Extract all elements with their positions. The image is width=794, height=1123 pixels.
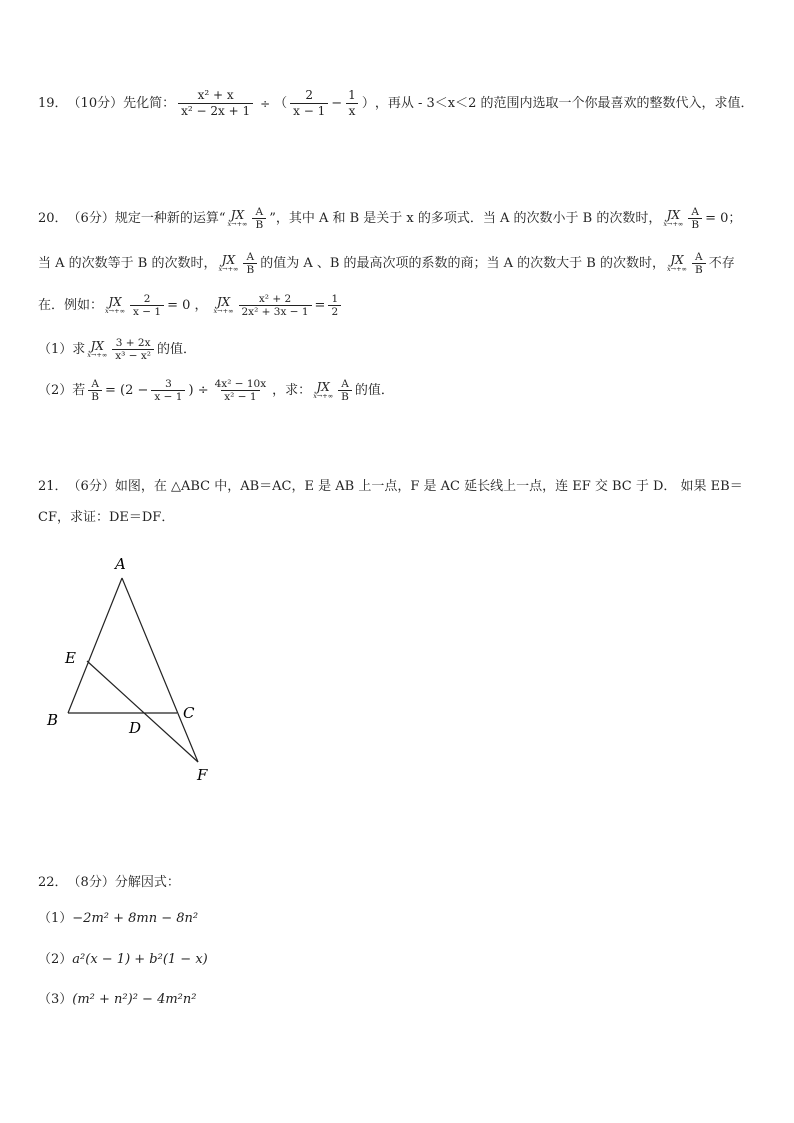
jx-limit-operator: JX x→+∞ [667, 253, 687, 273]
one-half-fraction: $\frac{1}{2}$ [328, 293, 341, 318]
q20-number: 20． [38, 210, 68, 226]
fraction-a-over-b: $\frac{A}{B}$ [692, 251, 706, 276]
q20-part-2-fraction-1: $\frac{3}{x - 1}$ [151, 378, 185, 403]
label-E: E [65, 649, 76, 667]
q20-part-2-label: （2）若 [38, 382, 86, 398]
question-20-line-2 [38, 251, 764, 276]
q20-part-2-tail: 的值． [354, 382, 394, 398]
q22-part-1-label: （1） [38, 911, 73, 926]
q20-score: （6分） [67, 210, 115, 226]
q19-score: （10分） [67, 95, 124, 111]
divide-sign: ÷ [260, 96, 271, 111]
q19-fraction-2: $\frac{2}{x - 1}$ [290, 88, 328, 119]
fraction-a-over-b: $\frac{A}{B}$ [338, 378, 352, 403]
q20-part-2-eq: = (2 − [105, 382, 149, 398]
q22-number: 22． [38, 875, 68, 890]
label-D: D [129, 719, 142, 737]
q20-text-c: 当 A 的次数等于 B 的次数时， [38, 255, 217, 271]
q22-part-2-label: （2） [38, 952, 73, 967]
q20-text-a: 规定一种新的运算“ [114, 210, 226, 226]
equals-sign: = [314, 297, 326, 313]
q19-tail: ，再从 - 3＜x＜2 的范围内选取一个你最喜欢的整数代入，求值． [374, 95, 754, 111]
example-1-result: = 0 ， [167, 297, 208, 313]
q19-lead: 先化简： [123, 95, 176, 111]
example-1-fraction: $\frac{2}{x - 1}$ [130, 293, 164, 318]
q19-fraction-1: $\frac{\text{x² + x}}{\text{x² − 2x + 1}}$ [178, 88, 253, 119]
q20-part-1-label: （1）求 [38, 341, 86, 357]
jx-limit-operator: JX x→+∞ [227, 208, 248, 228]
q19-number: 19． [38, 95, 68, 111]
q20-text-d: 的值为 A 、B 的最高次项的系数的商；当 A 的次数大于 B 的次数时， [260, 255, 665, 271]
q22-part-2-expression: a²(x − 1) + b²(1 − x) [72, 952, 208, 967]
q20-part-2-mid: ) ÷ [188, 382, 209, 398]
jx-limit-operator: JX x→+∞ [663, 208, 684, 228]
q22-lead: 分解因式： [114, 875, 180, 890]
question-20-line-1 [38, 206, 764, 231]
q21-text-2: CF，求证：DE＝DF． [38, 510, 175, 525]
q20-part-2-ask: ，求： [272, 382, 312, 398]
label-B: B [47, 711, 59, 729]
question-20-part-1 [38, 337, 764, 362]
question-19 [38, 88, 764, 119]
q20-part-1-tail: 的值． [157, 341, 197, 357]
question-22 [38, 874, 764, 892]
q20-part-1-fraction: $\frac{3 + 2x}{\text{x³ − x²}}$ [112, 337, 154, 362]
label-F: F [197, 766, 208, 784]
jx-limit-operator: JX x→+∞ [87, 339, 108, 359]
minus-sign: − [331, 95, 343, 111]
right-paren: ） [361, 95, 375, 111]
q19-fraction-3: $\frac{1}{x}$ [345, 88, 359, 119]
q22-part-3-label: （3） [38, 992, 73, 1007]
left-paren: （ [274, 95, 288, 111]
q20-example-lead: 在．例如： [38, 297, 104, 313]
question-20-part-2 [38, 378, 764, 403]
jx-limit-operator: JX x→+∞ [313, 380, 334, 400]
question-21-line-2 [38, 509, 764, 527]
question-22-part-2 [38, 951, 764, 969]
fraction-a-over-b: $\frac{A}{B}$ [243, 251, 257, 276]
label-A: A [115, 555, 126, 573]
q21-number: 21． [38, 479, 68, 494]
fraction-a-over-b: $\frac{A}{B}$ [688, 206, 702, 231]
question-22-part-1 [38, 910, 764, 928]
q21-score: （6分） [67, 479, 115, 494]
example-2-fraction: $\frac{\text{x² + 2}}{\text{2x² + 3x − 1}}$ [239, 293, 312, 318]
q22-score: （8分） [67, 875, 115, 890]
fraction-a-over-b: $\frac{A}{B}$ [252, 206, 266, 231]
triangle-figure [40, 550, 230, 790]
q22-part-1-expression: −2m² + 8mn − 8n² [72, 911, 199, 926]
segment-EF [87, 661, 198, 762]
q20-part-2-fraction-2: $\frac{\text{4x² − 10x}}{\text{x² − 1}}$ [214, 378, 267, 403]
question-22-part-3 [38, 991, 764, 1009]
q21-text-1: 如图，在 △ABC 中，AB＝AC，E 是 AB 上一点，F 是 AC 延长线上一点，连 EF 交 BC 于 D． 如果 EB＝ [114, 479, 743, 494]
jx-limit-operator: JX x→+∞ [218, 253, 239, 273]
question-20-line-3 [38, 293, 764, 318]
equals-zero: = 0； [705, 210, 742, 226]
fraction-a-over-b: $\frac{A}{B}$ [88, 378, 102, 403]
jx-limit-operator: JX x→+∞ [105, 295, 125, 315]
q20-text-b: ”，其中 A 和 B 是关于 x 的多项式．当 A 的次数小于 B 的次数时， [269, 210, 662, 226]
question-21-line-1 [38, 478, 764, 496]
segment-AB [68, 578, 122, 713]
jx-limit-operator: JX x→+∞ [213, 295, 234, 315]
label-C: C [183, 704, 195, 722]
q20-text-e: 不存 [708, 255, 735, 271]
q22-part-3-expression: (m² + n²)² − 4m²n² [72, 992, 197, 1007]
